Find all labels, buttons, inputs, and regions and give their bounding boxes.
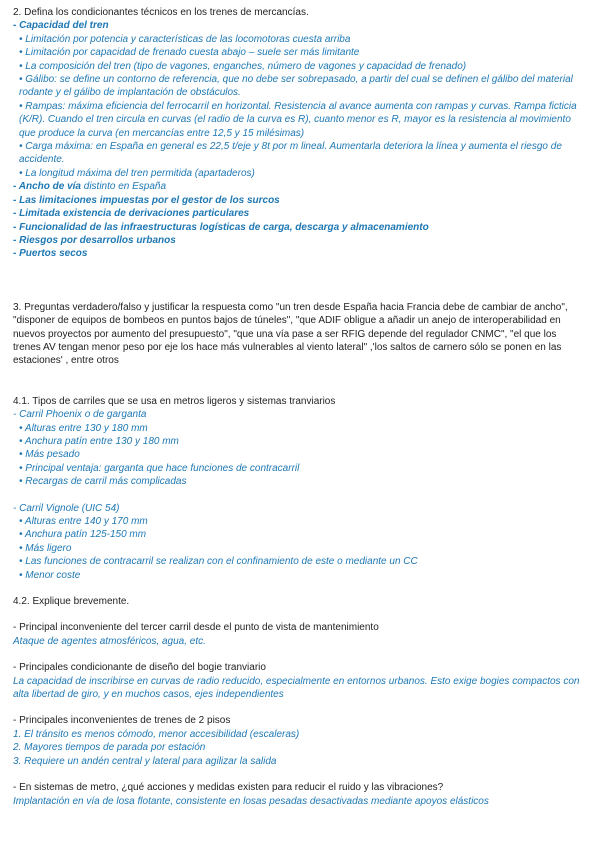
spacer bbox=[13, 648, 583, 661]
heading-ancho-de-via bbox=[13, 180, 583, 193]
spacer bbox=[13, 768, 583, 781]
answer: La capacidad de inscribirse en curvas de radio reducido, especialmente en entornos urbanos. Esto exige bogies compactos con alta libertad de giro, y en muchos casos, ejes independientes bbox=[13, 675, 580, 701]
heading-item: - Limitada existencia de derivaciones particulares bbox=[13, 208, 250, 220]
list-item: • Recargas de carril más complicadas bbox=[19, 476, 187, 488]
spacer bbox=[13, 288, 583, 301]
heading-capacidad-del-tren: - Capacidad del tren bbox=[13, 20, 109, 32]
list-item: • Limitación por capacidad de frenado cuesta abajo – suele ser más limitante bbox=[19, 47, 360, 59]
spacer bbox=[13, 701, 583, 714]
list-item: • Alturas entre 140 y 170 mm bbox=[19, 516, 148, 527]
list-item: • Gálibo: se define un contorno de referencia, que no debe ser sobrepasado, a partir del cual se definen el gálibo del material rodante y el gálibo de implantación de obstáculos. bbox=[19, 74, 573, 99]
list-item: • Más ligero bbox=[19, 542, 72, 554]
list-item: • Anchura patín 125-150 mm bbox=[19, 529, 147, 541]
spacer bbox=[13, 608, 583, 621]
spacer bbox=[13, 582, 583, 595]
spacer bbox=[13, 368, 583, 395]
document-body bbox=[13, 6, 583, 808]
list-item: • Anchura patín entre 130 y 180 mm bbox=[19, 435, 179, 447]
list-item: • Rampas: máxima eficiencia del ferrocarril en horizontal. Resistencia al avance aumenta con rampas y curvas. Rampa ficticia (K/R). Cuando el tren circula en curvas (el radio de la curva es R), cuanto menor es R, mayor es la resistencia al movimiento que produce la curva (en mercancías entre 12,5 y 15 milésimas) bbox=[19, 100, 577, 139]
heading-item: - Las limitaciones impuestas por el gestor de los surcos bbox=[13, 194, 280, 206]
heading-carril-vignole: - Carril Vignole (UIC 54) bbox=[13, 502, 120, 514]
answer: Implantación en vía de losa flotante, consistente en losas pesadas desactivadas mediante apoyos elásticos bbox=[13, 795, 489, 807]
answer: Ataque de agentes atmosféricos, agua, etc. bbox=[13, 635, 206, 647]
list-item: • Principal ventaja: garganta que hace funciones de contracarril bbox=[19, 462, 300, 474]
ancho-de-via-bold: - Ancho de vía bbox=[13, 181, 81, 193]
heading-puertos-secos: - Puertos secos bbox=[13, 248, 88, 260]
answer: 3. Requiere un andén central y lateral para agilizar la salida bbox=[13, 755, 277, 767]
list-item: • Alturas entre 130 y 180 mm bbox=[19, 422, 148, 434]
list-item: • Menor coste bbox=[19, 569, 81, 581]
sub-question: - Principales inconvenientes de trenes de 2 pisos bbox=[13, 715, 231, 727]
heading-item: - Riesgos por desarrollos urbanos bbox=[13, 234, 176, 246]
answer: 1. El tránsito es menos cómodo, menor accesibilidad (escaleras) bbox=[13, 728, 300, 740]
list-item: • La longitud máxima del tren permitida (apartaderos) bbox=[19, 167, 255, 179]
sub-question: - Principales condicionante de diseño del bogie tranviario bbox=[13, 662, 266, 674]
ancho-de-via-rest: distinto en España bbox=[80, 181, 167, 193]
question-4-1: 4.1. Tipos de carriles que se usa en metros ligeros y sistemas tranviarios bbox=[13, 395, 336, 407]
list-item: • La composición del tren (tipo de vagones, enganches, número de vagones y capacidad de frenado) bbox=[19, 60, 467, 72]
spacer bbox=[13, 261, 583, 288]
heading-item: - Funcionalidad de las infraestructuras logísticas de carga, descarga y almacenamiento bbox=[13, 221, 429, 233]
spacer bbox=[13, 489, 583, 502]
sub-question: - Principal inconveniente del tercer carril desde el punto de vista de mantenimiento bbox=[13, 622, 379, 634]
question-2: 2. Defina los condicionantes técnicos en los trenes de mercancías. bbox=[13, 7, 309, 18]
list-item: • Limitación por potencia y características de las locomotoras cuesta arriba bbox=[19, 33, 351, 45]
heading-carril-phoenix: - Carril Phoenix o de garganta bbox=[13, 409, 147, 421]
question-3: 3. Preguntas verdadero/falso y justificar la respuesta como "un tren desde España hacia Francia debe de cambiar de ancho", "disponer de equipos de bombeos en puntos bajos de túneles", "que ADIF obligue a añadir un anejo de interoperabilidad en nuevos proyectos por aumento del presupuesto", "que una vía pase a ser RFIG depende del regulador CNMC", "el que los trenes AV tengan menor peso por eje los hace más vulnerables al viento lateral" ,'los saltos de carnero sólo se ponen en las estaciones' , entre otros bbox=[13, 301, 568, 367]
question-4-2: 4.2. Explique brevemente. bbox=[13, 596, 130, 608]
sub-question: - En sistemas de metro, ¿qué acciones y medidas existen para reducir el ruido y las vibraciones? bbox=[13, 782, 444, 794]
list-item: • Las funciones de contracarril se realizan con el confinamiento de este o mediante un CC bbox=[19, 556, 418, 568]
list-item: • Carga máxima: en España en general es 22,5 t/eje y 8t por m lineal. Aumentarla deteriora la línea y aumenta el riesgo de accidente. bbox=[19, 141, 562, 166]
list-item: • Más pesado bbox=[19, 449, 80, 461]
answer: 2. Mayores tiempos de parada por estación bbox=[13, 742, 206, 754]
